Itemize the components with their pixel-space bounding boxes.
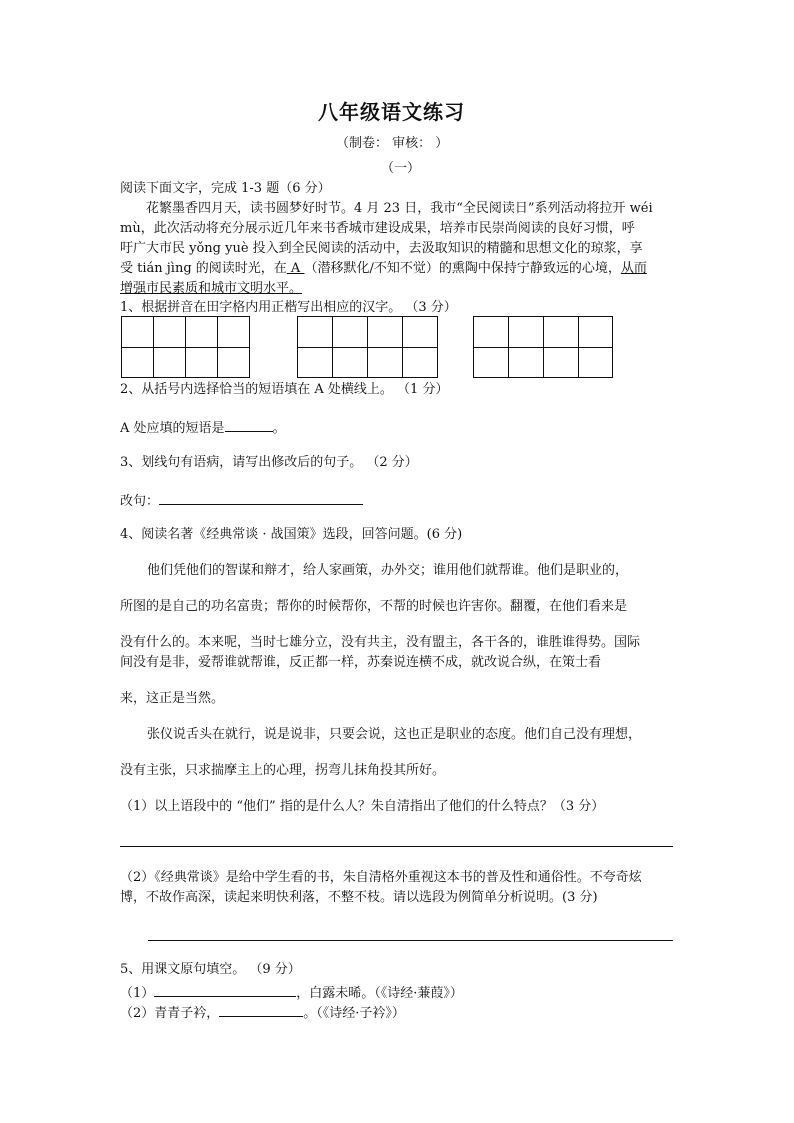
passage1-line xyxy=(120,260,647,278)
passage2-line: 所图的是自己的功名富贵；帮你的时候帮你，不帮的时候也许害你。翻覆，在他们看来是 xyxy=(120,599,628,614)
page-title: 八年级语文练习 xyxy=(318,100,465,124)
fill-line-2 xyxy=(120,1002,405,1023)
question-intro: 阅读下面文字，完成 1-3 题（6 分） xyxy=(120,181,331,196)
fill-prefix: （1） xyxy=(120,986,155,1001)
rewrite-label: 改句： xyxy=(120,494,160,509)
passage1-line: 吁广大市民 yǒng yuè 投入到全民阅读的活动中，去汲取知识的精髓和思想文化的琼浆，享 xyxy=(120,241,643,256)
answer-label: A 处应填的短语是 xyxy=(120,421,225,436)
question-1: 1、根据拼音在田字格内用正楷写出相应的汉字。 （3 分） xyxy=(120,300,457,315)
blank-a: A xyxy=(286,261,305,276)
question-3: 3、划线句有语病，请写出修改后的句子。 （2 分） xyxy=(120,455,418,470)
underlined-sentence: 增强市民素质和城市文明水平。 xyxy=(120,281,303,296)
passage2-line: 张仪说舌头在就行，说是说非，只要会说，这也正是职业的态度。他们自己没有理想， xyxy=(147,727,642,742)
rewrite-blank[interactable] xyxy=(159,490,363,505)
question-4-2: （2）《经典常谈》是给中学生看的书，朱自清格外重视这本书的普及性和通俗性。不夸奇炫 xyxy=(120,870,642,885)
rewrite-line xyxy=(120,490,363,511)
passage2-line: 来，这正是当然。 xyxy=(120,691,225,706)
fill-line-1 xyxy=(120,982,463,1003)
answer-rule[interactable] xyxy=(148,940,673,941)
question-4-2-cont: 博，不故作高深，读起来明快利落，不整不枝。请以选段为例简单分析说明。(3 分) xyxy=(120,890,598,905)
passage1-line: mù，此次活动将充分展示近几年来书香城市建设成果，培养市民崇尚阅读的良好习惯，呼 xyxy=(120,221,635,236)
fill-blank[interactable] xyxy=(154,982,296,997)
passage1-text: （潜移默化/不知不觉）的熏陶中保持宁静致远的心境， xyxy=(304,261,621,276)
underlined-sentence: 从而 xyxy=(620,261,647,276)
author-meta: （制卷： 审核： ） xyxy=(336,136,449,151)
answer-blank[interactable] xyxy=(225,417,273,432)
question-4: 4、阅读名著《经典常谈 · 战国策》选段，回答问题。(6 分) xyxy=(120,527,463,542)
question-5: 5、用课文原句填空。 （9 分） xyxy=(120,962,301,977)
section-heading: （一） xyxy=(381,161,421,176)
writing-grid xyxy=(121,316,613,378)
fill-prefix: （2）青青子衿， xyxy=(120,1006,220,1021)
passage2-line: 没有主张，只求揣摩主上的心理，拐弯儿抹角投其所好。 xyxy=(120,763,446,778)
passage1-line: 花繁墨香四月天，读书圆梦好时节。4 月 23 日，我市“全民阅读日”系列活动将拉开 wéi xyxy=(146,201,653,216)
passage2-line: 没有什么的。本来呢，当时七雄分立，没有共主，没有盟主，各干各的，谁胜谁得势。国际 xyxy=(120,635,641,650)
answer-rule[interactable] xyxy=(120,846,673,847)
fill-suffix: 。（《诗经·子衿》） xyxy=(303,1006,405,1021)
question-2: 2、从括号内选择恰当的短语填在 A 处横线上。 （1 分） xyxy=(120,382,449,397)
question-4-1: （1）以上语段中的 “他们” 指的是什么人？朱自清指出了他们的什么特点？（3 分） xyxy=(120,799,605,814)
fill-suffix: ，白露未晞。（《诗经·蒹葭》） xyxy=(296,986,463,1001)
passage1-text: 受 tián jìng 的阅读时光，在 xyxy=(120,261,287,276)
answer-line-a xyxy=(120,417,286,438)
passage2-line: 间没有是非，爱帮谁就帮谁，反正都一样，苏秦说连横不成，就改说合纵，在策士看 xyxy=(120,655,602,670)
answer-end: 。 xyxy=(272,421,286,436)
passage2-line: 他们凭他们的智谋和辩才，给人家画策，办外交；谁用他们就帮谁。他们是职业的， xyxy=(147,563,629,578)
fill-blank[interactable] xyxy=(219,1002,303,1017)
